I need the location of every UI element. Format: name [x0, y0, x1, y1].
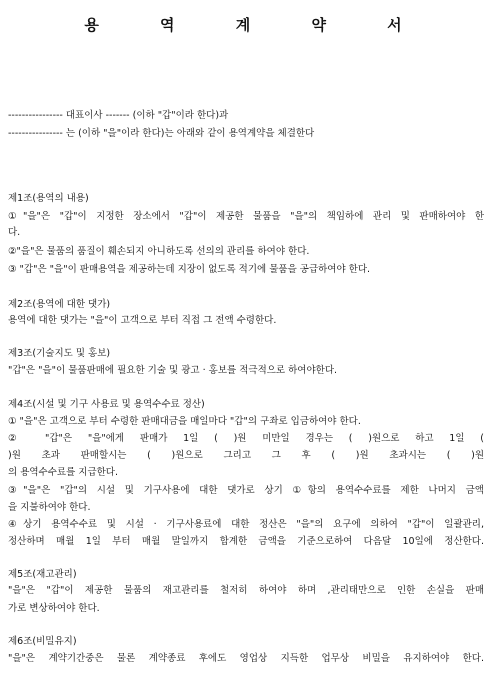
article-4-line-1: ① "을"은 고객으로 부터 수령한 판매대금을 매일마다 "갑"의 구좌로 입금하여야 한다.: [8, 416, 361, 427]
article-4-line-3: )원 초과 판매할시는 ( )원으로 그리고 그 후 ( )원 초과시는 ( )원: [8, 450, 484, 461]
article-6-heading: 제6조(비밀유지): [8, 636, 77, 647]
article-5-line-1: "을"은 "갑"이 제공한 물품의 재고관리를 철저히 하여야 하며 ,관리태만으로 인한 손실을 판매: [8, 585, 484, 596]
article-1-line-4: ③ "갑"은 "을"이 판매용역을 제공하는데 지장이 없도록 적기에 물품을 공급하여야 한다.: [8, 264, 371, 275]
article-1-line-2: 다.: [8, 227, 21, 238]
article-4-heading: 제4조(시설 및 기구 사용료 및 용역수수료 정산): [8, 399, 205, 410]
page-title: 용 역 계 약 서: [84, 16, 430, 34]
article-3-line-1: "갑"은 "을"이 물품판매에 필요한 기술 및 광고 · 홍보를 적극적으로 하여야한다.: [8, 365, 338, 376]
party-line-1: ---------------- 대표이사 ------- (이하 "갑"이라 한다)과: [8, 110, 229, 121]
article-4-line-7: ④상기 용역수수료 및 시설 · 기구사용료에 대한 정산은 "을"의 요구에 의하여 "갑"이 일괄관리,: [8, 519, 484, 530]
article-5-line-2: 가로 변상하여야 한다.: [8, 603, 100, 614]
article-4-line-2: ② "갑"은 "을"에게 판매가 1일 ( )원 미만일 경우는 ( )원으로 하고 1일 (: [8, 433, 484, 444]
article-1-line-3: ②"을"은 물품의 품질이 훼손되지 아니하도록 선의의 관리를 하여야 한다.: [8, 246, 310, 257]
party-line-2: ---------------- 는 (이하 "을"이라 한다)는 아래와 같이 용역계약을 체결한다: [8, 128, 315, 139]
article-4-line-4: 의 용역수수료를 지급한다.: [8, 467, 119, 478]
article-1-heading: 제1조(용역의 내용): [8, 193, 89, 204]
article-5-heading: 제5조(재고관리): [8, 569, 77, 580]
article-2-line-1: 용역에 대한 댓가는 "을"이 고객으로 부터 직접 그 전액 수령한다.: [8, 315, 277, 326]
article-4-line-8: 정산하며 매월 1일 부터 매월 말일까지 합계한 금액을 기준으로하여 다음달 10일에 정산한다.: [8, 536, 484, 547]
article-4-line-6: 을 지불하여야 한다.: [8, 502, 91, 513]
article-1-line-1: ①"을"은 "갑"이 지정한 장소에서 "갑"이 제공한 물품을 "을"의 책임하에 관리 및 판매하여야 한: [8, 211, 484, 222]
article-6-line-1: "을"은 계약기간중은 물론 계약종료 후에도 영업상 지득한 업무상 비밀을 유지하여야 한다.: [8, 653, 484, 664]
article-3-heading: 제3조(기술지도 및 홍보): [8, 348, 111, 359]
article-2-heading: 제2조(용역에 대한 댓가): [8, 299, 111, 310]
article-4-line-5: ③"을"은 "갑"의 시설 및 기구사용에 대한 댓가로 상기 ①항의 용역수수료를 제한 나머지 금액: [8, 485, 484, 496]
